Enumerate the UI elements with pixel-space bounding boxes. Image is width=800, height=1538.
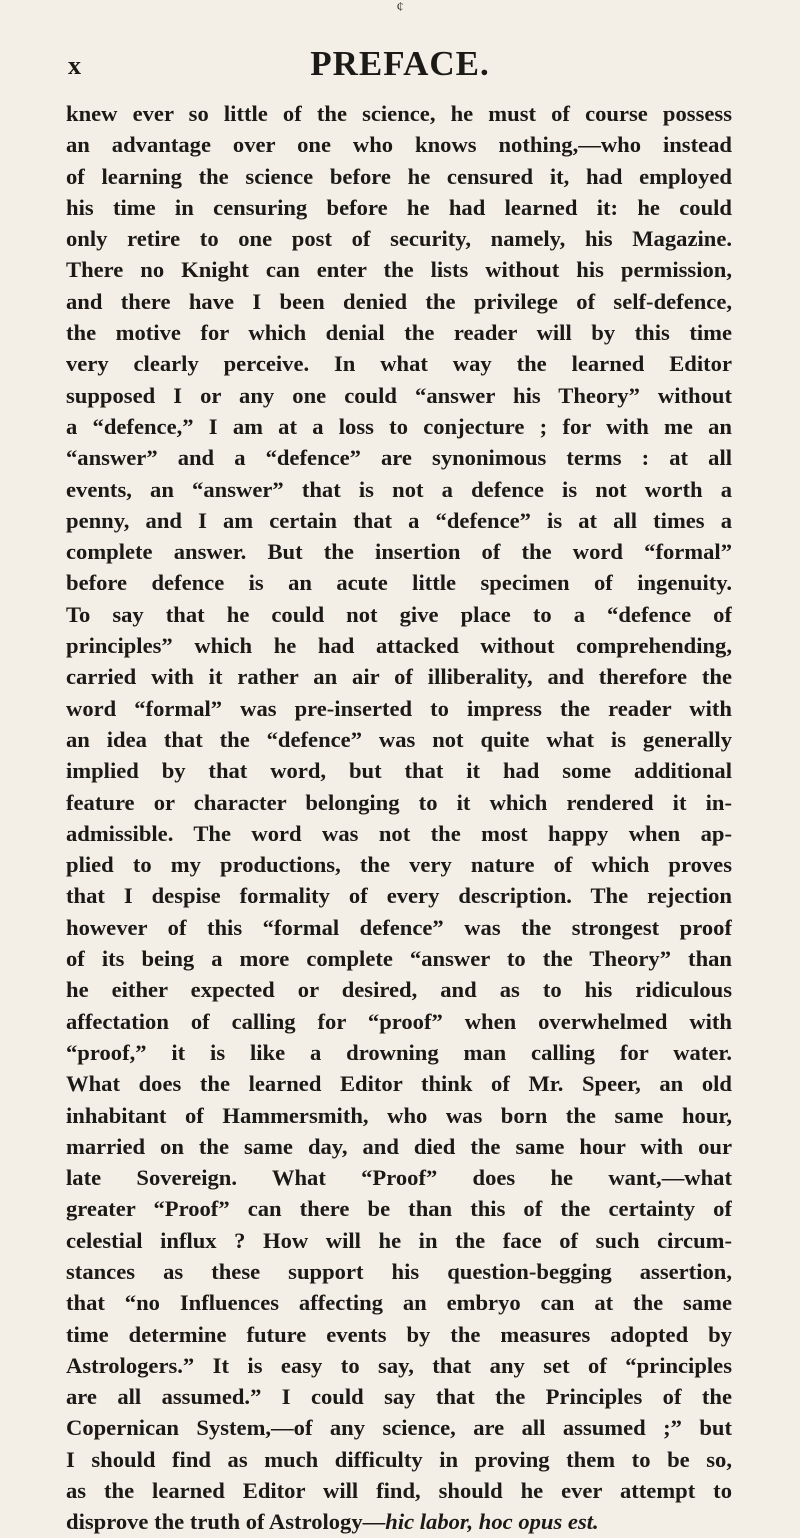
text-line: a “defence,” I am at a loss to conjecture ; for with me an: [66, 413, 732, 439]
text-line: an advantage over one who knows nothing,—who instead: [66, 132, 732, 158]
text-line: knew ever so little of the science, he must of course possess: [66, 101, 732, 126]
text-line: implied by that word, but that it had some additional: [66, 758, 732, 784]
text-line: as the learned Editor will find, should he ever attempt to: [66, 1478, 732, 1504]
text-line: married on the same day, and died the same hour with our: [66, 1133, 732, 1159]
text-line: before defence is an acute little specimen of ingenuity.: [66, 570, 732, 596]
last-line-text: disprove the truth of Astrology—: [66, 1509, 386, 1535]
text-line: “answer” and a “defence” are synonimous terms : at all: [66, 445, 732, 471]
text-line: stances as these support his question-begging assertion,: [66, 1258, 732, 1284]
text-line: he either expected or desired, and as to his ridiculous: [66, 977, 732, 1003]
text-line: plied to my productions, the very nature of which proves: [66, 852, 732, 878]
text-line: principles” which he had attacked without comprehending,: [66, 633, 732, 659]
text-line: of its being a more complete “answer to the Theory” than: [66, 946, 732, 972]
text-line: Copernican System,—of any science, are all assumed ;” but: [66, 1415, 732, 1441]
text-line: that I despise formality of every description. The rejection: [66, 883, 732, 909]
text-line: his time in censuring before he had learned it: he could: [66, 194, 732, 220]
text-line: celestial influx ? How will he in the face of such circum-: [66, 1227, 732, 1253]
text-line: complete answer. But the insertion of the word “formal”: [66, 539, 732, 565]
text-line: the motive for which denial the reader will by this time: [66, 320, 732, 346]
text-line: time determine future events by the measures adopted by: [66, 1321, 732, 1347]
text-line: To say that he could not give place to a “defence of: [66, 601, 732, 627]
text-line: carried with it rather an air of illiberality, and therefore the: [66, 664, 732, 690]
text-line-last: [66, 1506, 732, 1537]
stray-mark: ¢: [396, 0, 404, 15]
body-text: [66, 98, 732, 1538]
text-line: only retire to one post of security, namely, his Magazine.: [66, 226, 732, 252]
text-line: affectation of calling for “proof” when overwhelmed with: [66, 1008, 732, 1034]
text-line: There no Knight can enter the lists without his permission,: [66, 257, 732, 283]
text-line: of learning the science before he censured it, had employed: [66, 163, 732, 189]
page-number: x: [68, 51, 81, 80]
text-line: admissible. The word was not the most happy when ap-: [66, 820, 732, 846]
text-line: What does the learned Editor think of Mr. Speer, an old: [66, 1071, 732, 1097]
text-line: greater “Proof” can there be than this of the certainty of: [66, 1196, 732, 1222]
text-line: feature or character belonging to it which rendered it in-: [66, 789, 732, 815]
text-line: inhabitant of Hammersmith, who was born the same hour,: [66, 1102, 732, 1128]
latin-quote: hic labor, hoc opus est.: [385, 1509, 599, 1535]
running-title: PREFACE.: [310, 44, 490, 83]
text-line: however of this “formal defence” was the strongest proof: [66, 914, 732, 940]
text-line: events, an “answer” that is not a defence is not worth a: [66, 476, 732, 502]
text-line: late Sovereign. What “Proof” does he want,—what: [66, 1165, 732, 1191]
text-line: supposed I or any one could “answer his Theory” without: [66, 382, 732, 408]
text-line: and there have I been denied the privilege of self-defence,: [66, 288, 732, 314]
page-header: [0, 44, 800, 84]
text-line: are all assumed.” I could say that the Principles of the: [66, 1384, 732, 1410]
text-line: very clearly perceive. In what way the learned Editor: [66, 351, 732, 377]
text-line: that “no Influences affecting an embryo can at the same: [66, 1290, 732, 1316]
text-line: penny, and I am certain that a “defence” is at all times a: [66, 507, 732, 533]
text-line: Astrologers.” It is easy to say, that any set of “principles: [66, 1352, 732, 1378]
text-line: I should find as much difficulty in proving them to be so,: [66, 1446, 732, 1472]
text-line: “proof,” it is like a drowning man calling for water.: [66, 1039, 732, 1065]
text-line: an idea that the “defence” was not quite what is generally: [66, 726, 732, 752]
text-line: word “formal” was pre-inserted to impress the reader with: [66, 695, 732, 721]
